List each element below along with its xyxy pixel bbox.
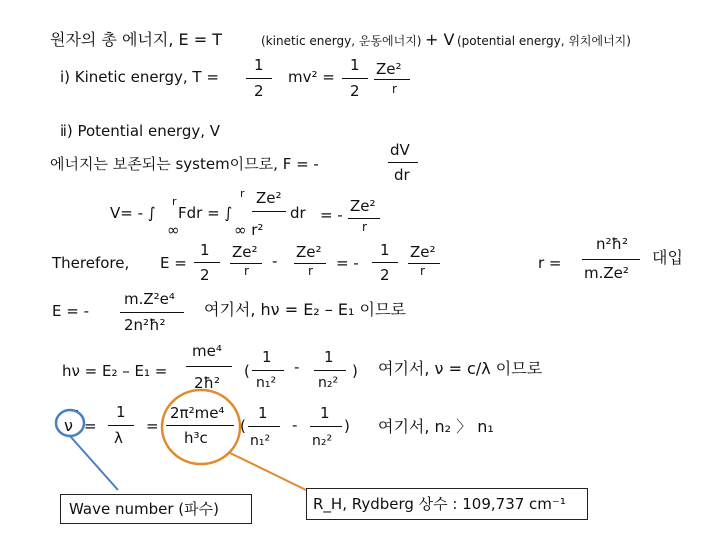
substitute-note: 대입 — [652, 248, 683, 267]
integral-lower-r2: ∞ r² — [234, 221, 264, 239]
therefore-label: Therefore, — [52, 254, 130, 272]
rydberg-numerator: 2π²me⁴ — [170, 404, 225, 422]
nu-bar-connector-line — [70, 436, 118, 490]
hv-n1sq: n₁² — [256, 375, 277, 391]
therefore-one2: 1 — [380, 241, 390, 259]
radius-denominator: m.Ze² — [584, 264, 629, 282]
therefore-two: 2 — [200, 266, 210, 284]
hv-paren-close: ) — [352, 362, 358, 380]
wn-eq2: = — [146, 417, 159, 435]
hv-lhs: hν = E₂ – E₁ = — [62, 362, 168, 380]
energy-note: 여기서, hν = E₂ – E₁ 이므로 — [204, 300, 406, 319]
therefore-ze2a: Ze² — [232, 243, 258, 261]
hv-one-b: 1 — [324, 348, 334, 366]
energy-lhs: E = - — [52, 302, 89, 320]
integral-upper-limit-1: r — [172, 195, 177, 208]
wn-one-a: 1 — [258, 404, 268, 422]
energy-numerator: m.Z²e⁴ — [124, 290, 175, 308]
hv-denominator: 2ħ² — [194, 374, 220, 392]
kinetic-fraction-num: 1 — [254, 56, 264, 74]
integral-upper-limit-2: r — [240, 187, 245, 200]
kinetic-r: r — [392, 82, 397, 96]
nu-bar-highlight-circle — [56, 410, 84, 436]
wn-minus: - — [292, 416, 298, 434]
radius-numerator: n²ħ² — [596, 235, 628, 253]
kinetic-energy-label: ⅰ) Kinetic energy, T = — [60, 68, 219, 86]
radius-eq: r = — [538, 254, 562, 272]
nu-bar-eq: = — [84, 417, 97, 435]
therefore-one: 1 — [200, 241, 210, 259]
potential-energy-label: ⅱ) Potential energy, V — [60, 122, 221, 140]
hv-numerator: me⁴ — [192, 342, 222, 360]
wn-one-b: 1 — [320, 404, 330, 422]
wn-n1sq: n₁² — [250, 433, 271, 449]
integral-result-r: r — [362, 220, 367, 234]
kinetic-fraction2-num: 1 — [350, 56, 360, 74]
potential-energy-note: (potential energy, 위치에너지) — [457, 34, 631, 48]
plus-v: + V — [425, 30, 455, 49]
integral-equals: = - — [320, 206, 343, 224]
rydberg-box — [306, 488, 588, 520]
kinetic-ze2: Ze² — [376, 60, 402, 78]
wn-paren-open: ( — [240, 417, 246, 435]
therefore-ze2c: Ze² — [410, 243, 436, 261]
therefore-minus: - — [272, 252, 278, 270]
wave-number-label: Wave number (파수) — [69, 500, 219, 518]
therefore-ra: r — [244, 264, 249, 278]
fdr-term: Fdr = ∫ — [178, 204, 233, 222]
kinetic-fraction2-den: 2 — [350, 82, 360, 100]
rydberg-denominator: h³c — [184, 429, 208, 447]
hv-n2sq: n₂² — [318, 375, 339, 391]
rydberg-connector-line — [228, 452, 306, 490]
v-integral-lhs: V= - ∫ — [110, 204, 156, 222]
kinetic-energy-note: (kinetic energy, 운동에너지) — [261, 34, 422, 48]
mv2-term: mv² = — [288, 68, 335, 86]
therefore-ze2b: Ze² — [296, 243, 322, 261]
wn-paren-close: ) — [344, 417, 350, 435]
therefore-rb: r — [308, 264, 313, 278]
dr-denominator: dr — [394, 166, 410, 184]
integral-lower-limit-1: ∞ — [167, 221, 180, 239]
wn-note: 여기서, n₂ 〉 n₁ — [378, 417, 494, 436]
energy-denominator: 2n²ħ² — [124, 316, 166, 334]
nu-bar-symbol: ν — [64, 416, 73, 435]
integral-dr: dr — [290, 204, 306, 222]
wn-n2sq: n₂² — [312, 433, 333, 449]
therefore-two2: 2 — [380, 266, 390, 284]
hv-note: 여기서, ν = c/λ 이므로 — [378, 359, 543, 378]
hv-paren-open: ( — [244, 362, 250, 380]
therefore-rc: r — [420, 264, 425, 278]
dv-numerator: dV — [390, 141, 410, 159]
therefore-eq2: = - — [336, 254, 359, 272]
integral-result-ze2: Ze² — [350, 197, 376, 215]
conservation-statement: 에너지는 보존되는 system이므로, F = - — [50, 155, 319, 173]
wn-one: 1 — [116, 403, 126, 421]
total-energy-title: 원자의 총 에너지, E = T — [50, 30, 222, 49]
rydberg-label: R_H, Rydberg 상수 : 109,737 cm⁻¹ — [313, 495, 566, 513]
therefore-e-eq: E = — [160, 254, 187, 272]
wave-number-box — [60, 494, 252, 524]
integral-ze2: Ze² — [256, 189, 282, 207]
hv-one-a: 1 — [262, 348, 272, 366]
wn-lambda: λ — [114, 429, 123, 447]
hv-minus: - — [294, 358, 300, 376]
kinetic-fraction-den: 2 — [254, 82, 264, 100]
